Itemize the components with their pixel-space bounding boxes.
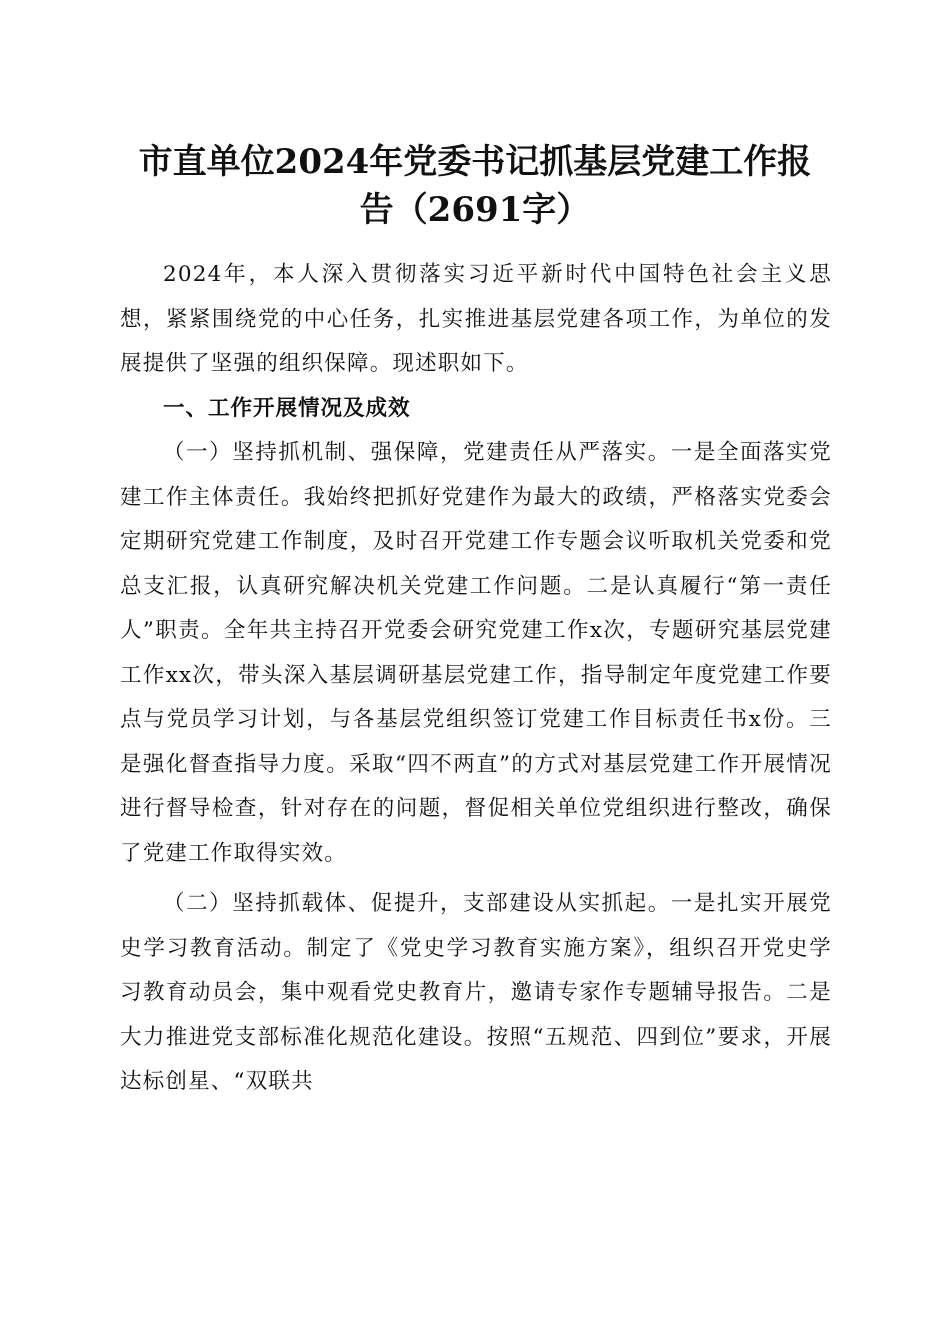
subsection-paragraph-2: （二）坚持抓载体、促提升，支部建设从实抓起。一是扎实开展党史学习教育活动。制定了《党史学习教育实施方案》，组织召开党史学习教育动员会，集中观看党史教育片，邀请专家作专题辅导报告。二是大力推进党支部标准化规范化建设。按照“五规范、四到位”要求，开展达标创星、“双联共 bbox=[120, 891, 832, 1094]
document-body bbox=[120, 253, 832, 1105]
title-line-2: 告（2691字） bbox=[359, 190, 591, 230]
intro-paragraph: 2024年，本人深入贯彻落实习近平新时代中国特色社会主义思想，紧紧围绕党的中心任务，扎实推进基层党建各项工作，为单位的发展提供了坚强的组织保障。现述职如下。 bbox=[120, 262, 832, 376]
document-title bbox=[100, 138, 850, 234]
subsection-paragraph-1: （一）坚持抓机制、强保障，党建责任从严落实。一是全面落实党建工作主体责任。我始终把抓好党建作为最大的政绩，严格落实党委会定期研究党建工作制度，及时召开党建工作专题会议听取机关党委和党总支汇报，认真研究解决机关党建工作问题。二是认真履行“第一责任人”职责。全年共主持召开党委会研究党建工作x次，专题研究基层党建工作xx次，带头深入基层调研基层党建工作，指导制定年度党建工作要点与党员学习计划，与各基层党组织签订党建工作目标责任书x份。三是强化督查指导力度。采取“四不两直”的方式对基层党建工作开展情况进行督导检查，针对存在的问题，督促相关单位党组织进行整改，确保了党建工作取得实效。 bbox=[120, 440, 832, 866]
section-heading-1: 一、工作开展情况及成效 bbox=[163, 395, 411, 421]
title-line-1: 市直单位2024年党委书记抓基层党建工作报 bbox=[138, 142, 812, 182]
